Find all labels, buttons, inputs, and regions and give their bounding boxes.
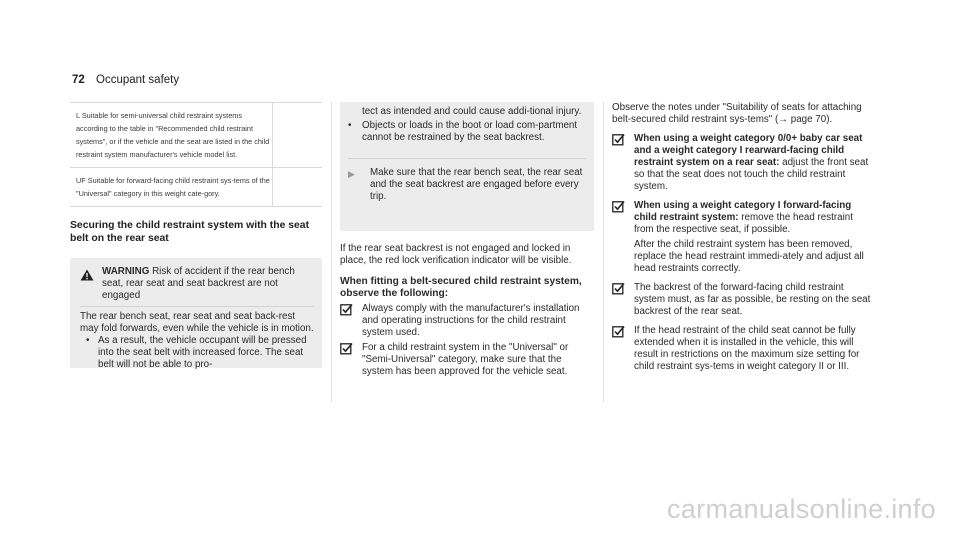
checklist-text (634, 200, 874, 236)
column-middle (340, 102, 594, 378)
checklist-item (612, 200, 874, 236)
checklist-item (612, 325, 874, 373)
warning-bullet-text: As a result, the vehicle occupant will be pressed into the seat belt with increased force. The seat belt will not be able to pro- (98, 335, 307, 370)
page-header (72, 74, 179, 86)
warning-body: The rear bench seat, rear seat and seat back-rest may fold forwards, even while the vehicle is in motion. (80, 306, 314, 335)
column-divider (331, 102, 332, 402)
page-number: 72 (72, 74, 85, 86)
warning-triangle-icon (80, 266, 102, 286)
checklist-item (340, 303, 594, 339)
warning-box (70, 258, 322, 368)
watermark: carmanualsonline.info (667, 494, 936, 524)
warning-lead (102, 266, 314, 302)
checklist-followup-text: After the child restraint system has been removed, replace the head restraint immedi-ately and adjust all head restraints correctly. (634, 239, 864, 274)
checkbox-checked-icon (612, 133, 634, 193)
checklist-item (340, 342, 594, 378)
checklist-bold-text: When using a weight category 0/0+ baby car seat and a weight category I rearward-facing child restraint system on a rear seat: (634, 133, 863, 168)
step-arrow-icon: ▶ (348, 169, 355, 179)
checklist-text: If the head restraint of the child seat cannot be fully extended when it is installed in the vehicle, this will result in restrictions on the maximum size setting for child restraint sys-tems in weight category II or III. (634, 325, 860, 372)
instruction-step (348, 158, 586, 203)
list-item (348, 120, 586, 144)
table-cell-empty (272, 103, 322, 167)
bullet-icon: • (348, 120, 352, 131)
section-title: Occupant safety (96, 74, 180, 86)
checkbox-checked-icon (340, 303, 362, 339)
section-heading: Securing the child restraint system with the seat belt on the rear seat (70, 220, 310, 244)
table-row (70, 168, 322, 206)
column-right (612, 102, 874, 373)
warning-title: WARNING (102, 266, 150, 277)
step-text: Make sure that the rear bench seat, the rear seat and the seat backrest are engaged before every trip. (370, 167, 583, 202)
checklist-bold-text: When using a weight category I forward-facing child restraint system: (634, 200, 852, 223)
table-cell-empty (272, 168, 322, 206)
checklist-item (612, 133, 874, 193)
subheading: When fitting a belt-secured child restraint system, observe the following: (340, 276, 582, 299)
paragraph: If the rear seat backrest is not engaged and locked in place, the red lock verification indicator will be visible. (340, 243, 572, 266)
column-left (70, 102, 322, 368)
suitability-table (70, 102, 322, 207)
checklist-body-text: remove the head restraint from the respective seat, if possible. (634, 212, 853, 235)
bullet-icon: • (86, 335, 90, 346)
warning-lead-text: Risk of accident if the rear bench seat, rear seat and seat backrest are not engaged (102, 266, 295, 301)
warning-box-continued (340, 102, 594, 231)
checkbox-checked-icon (612, 282, 634, 318)
table-row (70, 103, 322, 168)
checklist-text: The backrest of the forward-facing child restraint system must, as far as possible, be resting on the seat backrest of the rear seat. (634, 282, 871, 317)
checkbox-checked-icon (340, 342, 362, 378)
column-divider (603, 102, 604, 402)
warning-continued-text: tect as intended and could cause addi-tional injury. (362, 106, 582, 117)
table-cell: UF Suitable for forward-facing child restraint sys-tems of the "Universal" category in this weight cate-gory. (76, 176, 270, 198)
bullet-text: Objects or loads in the boot or load com-partment cannot be restrained by the seat backrest. (362, 120, 578, 143)
list-item (86, 335, 314, 371)
checklist-item (612, 282, 874, 318)
table-cell: L Suitable for semi-universal child restraint systems according to the table in "Recommended child restraint systems", or if the vehicle and the seat are listed in the child restraint system manufacturer's vehicle model list. (76, 111, 270, 159)
checklist-text: Always comply with the manufacturer's installation and operating instructions for the child restraint system used. (362, 303, 580, 338)
checklist-body-text: adjust the front seat so that the seat does not touch the child restraint system. (634, 157, 869, 192)
checkbox-checked-icon (612, 200, 634, 236)
checklist-text (634, 133, 874, 193)
paragraph: Observe the notes under "Suitability of seats for attaching belt-secured child restraint sys-tems" (→ page 70). (612, 102, 862, 125)
checklist-text: For a child restraint system in the "Universal" or "Semi-Universal" category, make sure that the system has been approved for the vehicle seat. (362, 342, 569, 377)
checkbox-checked-icon (612, 325, 634, 373)
